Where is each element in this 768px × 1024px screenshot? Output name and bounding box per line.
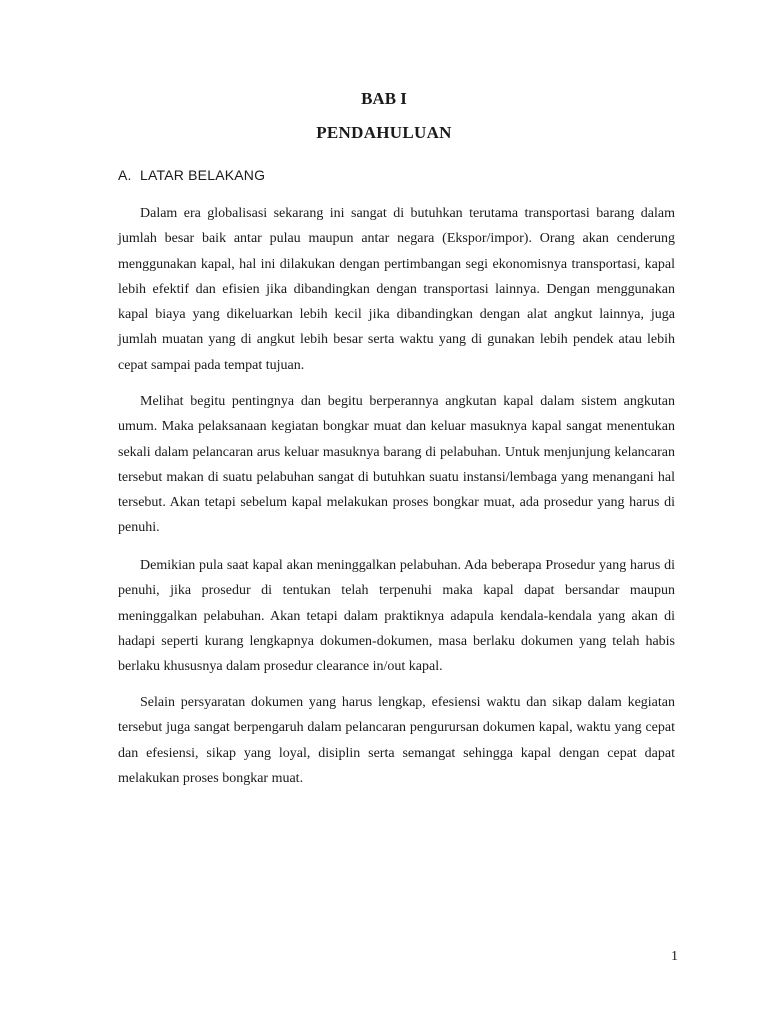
section-heading [118,165,265,185]
body-paragraph-3 [118,553,675,679]
chapter-title: PENDAHULUAN [316,123,452,142]
paragraph-text: Selain persyaratan dokumen yang harus lengkap, efesiensi waktu dan sikap dalam kegiatan tersebut juga sangat berpengaruh dalam pelancaran pengurursan dokumen kapal, waktu yang cepat dan efesiensi, sikap yang loyal, disiplin serta semangat sehingga kapal dengan cepat dapat melakukan proses bongkar muat. [118,695,675,786]
paragraph-text: Demikian pula saat kapal akan meninggalkan pelabuhan. Ada beberapa Prosedur yang harus di penuhi, jika prosedur di tentukan telah terpenuhi maka kapal dapat bersandar maupun meninggalkan pelabuhan. Akan tetapi dalam praktiknya adapula kendala-kendala yang akan di hadapi seperti kurang lengkapnya dokumen-dokumen, masa berlaku dokumen yang telah habis berlaku khususnya dalam prosedur clearance in/out kapal. [118,558,675,675]
chapter-number: BAB I [361,89,407,108]
body-paragraph-4 [118,690,675,791]
section-title: LATAR BELAKANG [140,167,266,183]
section-letter: A. [118,167,132,183]
paragraph-text: Melihat begitu pentingnya dan begitu berperannya angkutan kapal dalam sistem angkutan umum. Maka pelaksanaan kegiatan bongkar muat dan keluar masuknya kapal sangat menentukan sekali dalam pelancaran arus keluar masuknya barang di pelabuhan. Untuk menjunjung kelancaran tersebut makan di suatu pelabuhan sangat di butuhkan suatu instansi/lembaga yang menangani hal tersebut. Akan tetapi sebelum kapal melakukan proses bongkar muat, ada prosedur yang harus di penuhi. [118,394,675,536]
page-number: 1 [671,949,678,964]
body-paragraph-1 [118,201,675,378]
paragraph-text: Dalam era globalisasi sekarang ini sangat di butuhkan terutama transportasi barang dalam jumlah besar baik antar pulau maupun antar negara (Ekspor/impor). Orang akan cenderung menggunakan kapal, hal ini dilakukan dengan pertimbangan segi ekonomisnya transportasi, kapal lebih efektif dan efisien jika dibandingkan dengan transportasi lainnya. Dengan menggunakan kapal biaya yang dikeluarkan lebih kecil jika dibandingkan dengan alat angkut lainnya, juga jumlah muatan yang di angkut lebih besar serta waktu yang di gunakan lebih pendek atau lebih cepat sampai pada tempat tujuan. [118,206,675,373]
body-paragraph-2 [118,389,675,541]
